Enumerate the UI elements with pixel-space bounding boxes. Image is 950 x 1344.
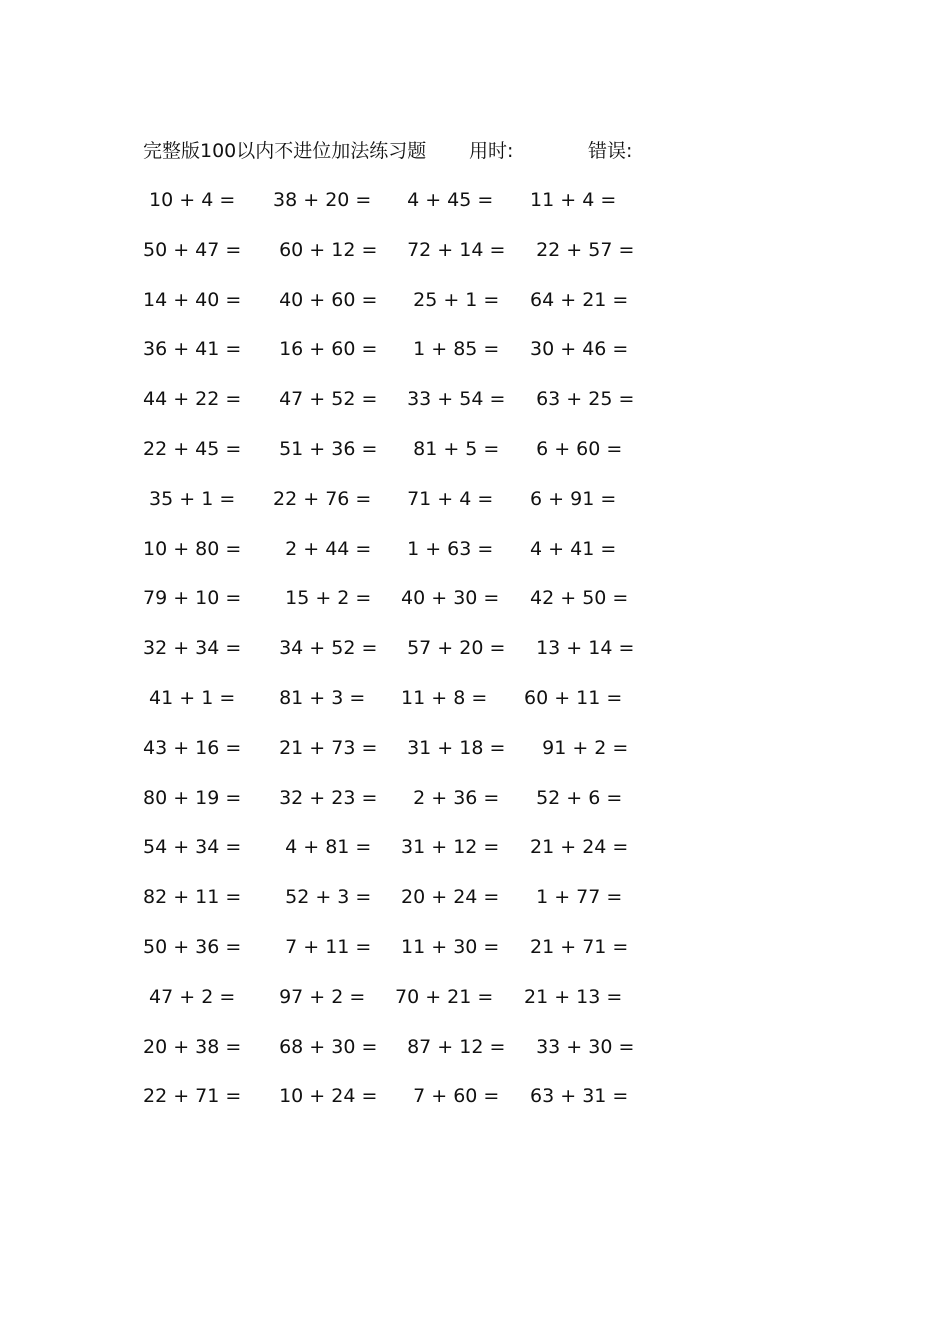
addition-problem: 42 + 50 = [524, 587, 629, 610]
addition-problem: 63 + 31 = [524, 1085, 629, 1108]
addition-problem: 10 + 24 = [267, 1085, 378, 1108]
addition-problem: 91 + 2 = [524, 736, 629, 759]
addition-problem: 31 + 12 = [395, 836, 500, 859]
addition-problem: 35 + 1 = [143, 487, 236, 510]
addition-problem: 97 + 2 = [267, 985, 366, 1008]
addition-problem: 21 + 73 = [267, 736, 378, 759]
addition-problem: 43 + 16 = [143, 736, 242, 759]
problem-row [143, 634, 663, 684]
addition-problem: 32 + 34 = [143, 637, 242, 660]
addition-problem: 30 + 46 = [524, 338, 629, 361]
addition-problem: 54 + 34 = [143, 836, 242, 859]
addition-problem: 4 + 45 = [395, 189, 494, 211]
addition-problem: 6 + 91 = [524, 487, 617, 510]
addition-problem: 87 + 12 = [395, 1035, 506, 1058]
addition-problem: 44 + 22 = [143, 388, 242, 411]
addition-problem: 7 + 60 = [395, 1085, 500, 1108]
problem-row [143, 335, 663, 385]
addition-problem: 21 + 13 = [524, 985, 623, 1008]
addition-problem: 81 + 5 = [395, 437, 500, 460]
addition-problem: 21 + 24 = [524, 836, 629, 859]
addition-problem: 1 + 77 = [524, 886, 623, 909]
addition-problem: 1 + 85 = [395, 338, 500, 361]
addition-problem: 16 + 60 = [267, 338, 378, 361]
addition-problem: 4 + 81 = [267, 836, 372, 859]
addition-problem: 57 + 20 = [395, 637, 506, 660]
problem-row [143, 784, 663, 834]
addition-problem: 82 + 11 = [143, 886, 242, 909]
worksheet-header [143, 137, 763, 165]
addition-problem: 63 + 25 = [524, 388, 635, 411]
addition-problem: 40 + 30 = [395, 587, 500, 610]
addition-problem: 22 + 76 = [267, 487, 372, 510]
addition-problem: 31 + 18 = [395, 736, 506, 759]
addition-problem: 32 + 23 = [267, 786, 378, 809]
addition-problem: 11 + 8 = [395, 686, 488, 709]
addition-problem: 60 + 11 = [524, 686, 623, 709]
problem-grid [143, 186, 663, 1132]
addition-problem: 10 + 80 = [143, 537, 242, 560]
addition-problem: 11 + 30 = [395, 935, 500, 958]
addition-problem: 68 + 30 = [267, 1035, 378, 1058]
addition-problem: 14 + 40 = [143, 288, 242, 311]
problem-row [143, 186, 663, 236]
problem-row [143, 584, 663, 634]
addition-problem: 22 + 57 = [524, 238, 635, 261]
addition-problem: 25 + 1 = [395, 288, 500, 311]
problem-row [143, 435, 663, 485]
problem-row [143, 684, 663, 734]
addition-problem: 36 + 41 = [143, 338, 242, 361]
addition-problem: 11 + 4 = [524, 189, 617, 211]
addition-problem: 20 + 38 = [143, 1035, 242, 1058]
addition-problem: 52 + 6 = [524, 786, 623, 809]
addition-problem: 40 + 60 = [267, 288, 378, 311]
addition-problem: 2 + 36 = [395, 786, 500, 809]
addition-problem: 1 + 63 = [395, 537, 494, 560]
addition-problem: 15 + 2 = [267, 587, 372, 610]
addition-problem: 13 + 14 = [524, 637, 635, 660]
addition-problem: 4 + 41 = [524, 537, 617, 560]
problem-row [143, 485, 663, 535]
addition-problem: 7 + 11 = [267, 935, 372, 958]
addition-problem: 80 + 19 = [143, 786, 242, 809]
addition-problem: 41 + 1 = [143, 686, 236, 709]
problem-row [143, 385, 663, 435]
addition-problem: 47 + 52 = [267, 388, 378, 411]
addition-problem: 51 + 36 = [267, 437, 378, 460]
problem-row [143, 933, 663, 983]
problem-row [143, 983, 663, 1033]
addition-problem: 81 + 3 = [267, 686, 366, 709]
addition-problem: 52 + 3 = [267, 886, 372, 909]
addition-problem: 38 + 20 = [267, 189, 372, 211]
addition-problem: 2 + 44 = [267, 537, 372, 560]
addition-problem: 71 + 4 = [395, 487, 494, 510]
addition-problem: 22 + 45 = [143, 437, 242, 460]
problem-row [143, 1082, 663, 1132]
addition-problem: 21 + 71 = [524, 935, 629, 958]
problem-row [143, 734, 663, 784]
addition-problem: 20 + 24 = [395, 886, 500, 909]
addition-problem: 64 + 21 = [524, 288, 629, 311]
problem-row [143, 236, 663, 286]
addition-problem: 47 + 2 = [143, 985, 236, 1008]
addition-problem: 50 + 36 = [143, 935, 242, 958]
addition-problem: 70 + 21 = [395, 985, 494, 1008]
addition-problem: 79 + 10 = [143, 587, 242, 610]
addition-problem: 60 + 12 = [267, 238, 378, 261]
time-used-label: 用时: [469, 140, 514, 162]
problem-row [143, 286, 663, 336]
addition-problem: 33 + 30 = [524, 1035, 635, 1058]
errors-label: 错误: [588, 140, 633, 162]
addition-problem: 72 + 14 = [395, 238, 506, 261]
problem-row [143, 535, 663, 585]
problem-row [143, 1033, 663, 1083]
addition-problem: 50 + 47 = [143, 238, 242, 261]
addition-problem: 33 + 54 = [395, 388, 506, 411]
problem-row [143, 883, 663, 933]
addition-problem: 34 + 52 = [267, 637, 378, 660]
addition-problem: 6 + 60 = [524, 437, 623, 460]
addition-problem: 22 + 71 = [143, 1085, 242, 1108]
problem-row [143, 833, 663, 883]
addition-problem: 10 + 4 = [143, 189, 236, 211]
worksheet-title: 完整版100以内不进位加法练习题 [143, 140, 427, 162]
